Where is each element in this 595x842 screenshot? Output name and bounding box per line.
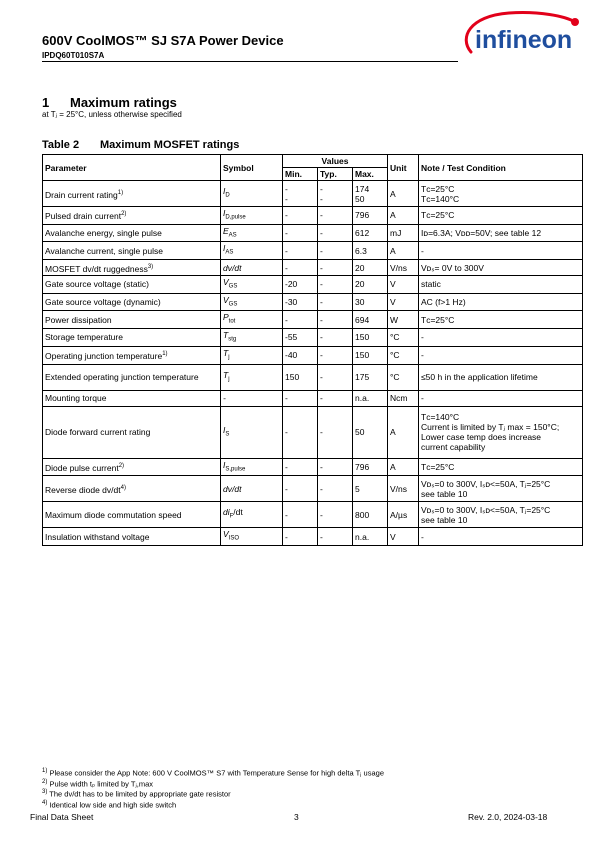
part-number: IPDQ60T010S7A bbox=[42, 51, 105, 60]
symbol-main: I bbox=[223, 186, 226, 197]
table-caption bbox=[42, 139, 239, 151]
cell-max: 796 bbox=[353, 458, 388, 476]
footer-page-number: 3 bbox=[294, 812, 299, 822]
cell-max: 796 bbox=[353, 207, 388, 225]
parameter-label: Reverse diode dv/dt bbox=[45, 484, 121, 495]
table-row bbox=[43, 260, 583, 276]
cell-parameter bbox=[43, 390, 221, 406]
header-values: Values bbox=[283, 155, 388, 168]
cell-typ: - bbox=[318, 311, 353, 329]
header-unit: Unit bbox=[388, 155, 419, 181]
symbol-subscript: S bbox=[225, 431, 230, 438]
header-typ: Typ. bbox=[318, 168, 353, 181]
symbol-main: E bbox=[223, 225, 229, 236]
parameter-label: Operating junction temperature bbox=[45, 351, 163, 362]
cell-note: - bbox=[419, 242, 583, 260]
footnote bbox=[42, 799, 384, 810]
symbol-subscript: ISO bbox=[228, 535, 240, 542]
cell-typ: - bbox=[318, 260, 353, 276]
footer-revision: Rev. 2.0, 2024-03-18 bbox=[468, 812, 548, 822]
parameter-label: Avalanche current, single pulse bbox=[45, 245, 163, 256]
footnote-marker: 3) bbox=[147, 263, 154, 270]
cell-symbol bbox=[221, 476, 283, 502]
parameter-label: MOSFET dv/dt ruggedness bbox=[45, 263, 148, 274]
header-symbol: Symbol bbox=[221, 155, 283, 181]
cell-symbol bbox=[221, 346, 283, 364]
table-row bbox=[43, 476, 583, 502]
footnote-text: Please consider the App Note: 600 V CoolMOS™ S7 with Temperature Sense for high delta Tⱼ usage bbox=[49, 768, 384, 778]
parameter-label: Pulsed drain current bbox=[45, 211, 122, 222]
cell-note: Tᴄ=140°C Current is limited by Tⱼ max = 150°C; Lower case temp does increase current capability bbox=[419, 406, 583, 458]
parameter-label: Mounting torque bbox=[45, 393, 107, 403]
cell-typ: - bbox=[318, 346, 353, 364]
cell-parameter bbox=[43, 528, 221, 546]
cell-symbol bbox=[221, 311, 283, 329]
table-row bbox=[43, 181, 583, 207]
cell-symbol bbox=[221, 293, 283, 311]
cell-max: 612 bbox=[353, 224, 388, 242]
cell-symbol bbox=[221, 276, 283, 294]
table-row bbox=[43, 502, 583, 528]
max-ratings-table bbox=[42, 154, 583, 546]
footnotes bbox=[42, 767, 384, 809]
cell-typ: - bbox=[318, 364, 353, 390]
cell-note: Vᴅₛ=0 to 300V, Iₛᴅ<=50A, Tⱼ=25°C see table 10 bbox=[419, 476, 583, 502]
cell-symbol bbox=[221, 224, 283, 242]
parameter-label: Diode forward current rating bbox=[45, 427, 151, 437]
cell-min: - bbox=[283, 224, 318, 242]
symbol-main: T bbox=[223, 330, 229, 341]
table-row bbox=[43, 329, 583, 347]
footnote-mark: 1) bbox=[42, 768, 48, 774]
cell-min: - bbox=[283, 476, 318, 502]
cell-symbol bbox=[221, 502, 283, 528]
cell-typ: - bbox=[318, 502, 353, 528]
cell-unit: V bbox=[388, 276, 419, 294]
symbol-main: V bbox=[223, 294, 229, 305]
cell-unit: A bbox=[388, 181, 419, 207]
header-max: Max. bbox=[353, 168, 388, 181]
cell-parameter bbox=[43, 311, 221, 329]
footnote-mark: 2) bbox=[42, 778, 48, 785]
cell-typ: - bbox=[318, 458, 353, 476]
cell-min: - bbox=[283, 390, 318, 406]
cell-note: AC (f>1 Hz) bbox=[419, 293, 583, 311]
cell-typ: - bbox=[318, 242, 353, 260]
cell-max: n.a. bbox=[353, 390, 388, 406]
cell-max: 174 50 bbox=[353, 181, 388, 207]
cell-symbol bbox=[221, 329, 283, 347]
cell-min: - bbox=[283, 260, 318, 276]
cell-max: 694 bbox=[353, 311, 388, 329]
cell-parameter bbox=[43, 242, 221, 260]
cell-parameter bbox=[43, 293, 221, 311]
parameter-label: Maximum diode commutation speed bbox=[45, 509, 182, 520]
parameter-label: Storage temperature bbox=[45, 332, 123, 343]
cell-typ: - bbox=[318, 476, 353, 502]
cell-max: 20 bbox=[353, 260, 388, 276]
symbol-subscript: D bbox=[225, 192, 230, 199]
table-row bbox=[43, 364, 583, 390]
header-parameter: Parameter bbox=[43, 155, 221, 181]
footnote-marker: 1) bbox=[162, 351, 168, 358]
symbol-main: - bbox=[223, 393, 226, 403]
infineon-logo bbox=[457, 8, 582, 60]
footnote-marker: 2) bbox=[121, 211, 127, 218]
cell-unit: mJ bbox=[388, 224, 419, 242]
parameter-label: Extended operating junction temperature bbox=[45, 372, 199, 382]
cell-min: - bbox=[283, 311, 318, 329]
table-row bbox=[43, 276, 583, 294]
footnote-marker: 4) bbox=[120, 484, 126, 491]
parameter-label: Insulation withstand voltage bbox=[45, 531, 150, 542]
symbol-subscript: j bbox=[228, 376, 230, 383]
cell-min: 150 bbox=[283, 364, 318, 390]
table-row bbox=[43, 242, 583, 260]
section-number: 1 bbox=[42, 95, 50, 110]
footnote-mark: 4) bbox=[42, 799, 48, 806]
cell-parameter bbox=[43, 260, 221, 276]
cell-min: -55 bbox=[283, 329, 318, 347]
symbol-subscript: tot bbox=[228, 319, 236, 326]
symbol-main: I bbox=[223, 243, 226, 254]
section-condition: at Tⱼ = 25°C, unless otherwise specified bbox=[42, 110, 182, 119]
cell-note: static bbox=[419, 276, 583, 294]
symbol-subscript: GS bbox=[228, 283, 238, 290]
cell-min: - bbox=[283, 458, 318, 476]
cell-note: Tᴄ=25°C Tᴄ=140°C bbox=[419, 181, 583, 207]
header-min: Min. bbox=[283, 168, 318, 181]
cell-symbol bbox=[221, 390, 283, 406]
table-row bbox=[43, 528, 583, 546]
parameter-label: Gate source voltage (dynamic) bbox=[45, 297, 161, 308]
cell-symbol bbox=[221, 406, 283, 458]
logo-dot bbox=[571, 18, 579, 26]
cell-parameter bbox=[43, 346, 221, 364]
table-row bbox=[43, 293, 583, 311]
table-row bbox=[43, 390, 583, 406]
table-caption-title: Maximum MOSFET ratings bbox=[100, 139, 240, 151]
cell-max: 150 bbox=[353, 346, 388, 364]
cell-max: 175 bbox=[353, 364, 388, 390]
cell-note: Vᴅₛ= 0V to 300V bbox=[419, 260, 583, 276]
symbol-suffix: /dt bbox=[233, 507, 243, 518]
document-title: 600V CoolMOS™ SJ S7A Power Device bbox=[42, 33, 284, 48]
footnote-text: The dv/dt has to be limited by appropriate gate resistor bbox=[49, 789, 231, 799]
cell-min: -30 bbox=[283, 293, 318, 311]
footnote-text: Identical low side and high side switch bbox=[49, 800, 177, 809]
symbol-subscript: AS bbox=[228, 232, 237, 239]
table-row bbox=[43, 458, 583, 476]
cell-unit: Ncm bbox=[388, 390, 419, 406]
cell-parameter bbox=[43, 502, 221, 528]
header-note: Note / Test Condition bbox=[419, 155, 583, 181]
cell-note: - bbox=[419, 346, 583, 364]
cell-min: - bbox=[283, 207, 318, 225]
cell-min: - bbox=[283, 502, 318, 528]
cell-typ: - bbox=[318, 528, 353, 546]
cell-note: Tᴄ=25°C bbox=[419, 207, 583, 225]
table-caption-number: Table 2 bbox=[42, 139, 80, 151]
section-title: Maximum ratings bbox=[70, 95, 177, 110]
cell-parameter bbox=[43, 224, 221, 242]
footnote bbox=[42, 767, 384, 778]
cell-max: 30 bbox=[353, 293, 388, 311]
cell-typ: - - bbox=[318, 181, 353, 207]
cell-unit: A/µs bbox=[388, 502, 419, 528]
cell-unit: A bbox=[388, 242, 419, 260]
symbol-main: T bbox=[223, 369, 229, 380]
parameter-label: Diode pulse current bbox=[45, 462, 119, 473]
parameter-label: Power dissipation bbox=[45, 314, 112, 325]
symbol-main: T bbox=[223, 347, 229, 358]
symbol-main: V bbox=[223, 277, 229, 288]
symbol-main: di bbox=[223, 507, 230, 518]
footnote-text: Pulse width tₚ limited by Tⱼ,max bbox=[49, 779, 154, 788]
symbol-subscript: S,pulse bbox=[225, 466, 246, 473]
cell-unit: V bbox=[388, 528, 419, 546]
table-row bbox=[43, 346, 583, 364]
symbol-main: dv/dt bbox=[223, 262, 242, 273]
cell-unit: V bbox=[388, 293, 419, 311]
cell-note: - bbox=[419, 528, 583, 546]
cell-min: - bbox=[283, 242, 318, 260]
cell-max: 50 bbox=[353, 406, 388, 458]
cell-max: 6.3 bbox=[353, 242, 388, 260]
symbol-main: P bbox=[223, 312, 229, 323]
cell-typ: - bbox=[318, 276, 353, 294]
section-heading bbox=[42, 95, 177, 110]
footer-doc-type: Final Data Sheet bbox=[30, 812, 94, 822]
cell-max: 800 bbox=[353, 502, 388, 528]
cell-unit: W bbox=[388, 311, 419, 329]
symbol-subscript: AS bbox=[225, 250, 234, 257]
cell-parameter bbox=[43, 207, 221, 225]
symbol-main: I bbox=[223, 459, 226, 470]
symbol-subscript: stg bbox=[228, 336, 237, 343]
cell-max: n.a. bbox=[353, 528, 388, 546]
cell-parameter bbox=[43, 406, 221, 458]
footnote-marker: 2) bbox=[118, 462, 125, 469]
logo-text: infineon bbox=[475, 26, 573, 54]
cell-max: 5 bbox=[353, 476, 388, 502]
cell-unit: °C bbox=[388, 329, 419, 347]
table-row bbox=[43, 224, 583, 242]
cell-min: - bbox=[283, 406, 318, 458]
cell-min: - - bbox=[283, 181, 318, 207]
cell-max: 20 bbox=[353, 276, 388, 294]
cell-unit: A bbox=[388, 406, 419, 458]
cell-symbol bbox=[221, 528, 283, 546]
cell-min: -40 bbox=[283, 346, 318, 364]
cell-symbol bbox=[221, 207, 283, 225]
parameter-label: Drain current rating bbox=[45, 189, 118, 200]
cell-unit: A bbox=[388, 207, 419, 225]
cell-typ: - bbox=[318, 390, 353, 406]
footnote bbox=[42, 778, 384, 789]
cell-parameter bbox=[43, 276, 221, 294]
footnote bbox=[42, 788, 384, 799]
cell-parameter bbox=[43, 458, 221, 476]
cell-note: Tᴄ=25°C bbox=[419, 311, 583, 329]
cell-unit: V/ns bbox=[388, 476, 419, 502]
cell-note: - bbox=[419, 329, 583, 347]
cell-typ: - bbox=[318, 406, 353, 458]
cell-note: - bbox=[419, 390, 583, 406]
cell-note: Tᴄ=25°C bbox=[419, 458, 583, 476]
cell-parameter bbox=[43, 364, 221, 390]
symbol-main: V bbox=[223, 529, 229, 540]
table-row bbox=[43, 406, 583, 458]
cell-unit: °C bbox=[388, 364, 419, 390]
cell-parameter bbox=[43, 476, 221, 502]
symbol-main: I bbox=[223, 208, 226, 218]
cell-parameter bbox=[43, 181, 221, 207]
ratings-body bbox=[43, 181, 583, 546]
cell-symbol bbox=[221, 364, 283, 390]
symbol-main: I bbox=[223, 424, 226, 435]
cell-unit: A bbox=[388, 458, 419, 476]
cell-parameter bbox=[43, 329, 221, 347]
cell-typ: - bbox=[318, 207, 353, 225]
parameter-label: Gate source voltage (static) bbox=[45, 279, 149, 290]
cell-symbol bbox=[221, 181, 283, 207]
cell-note: Vᴅₛ=0 to 300V, Iₛᴅ<=50A, Tⱼ=25°C see table 10 bbox=[419, 502, 583, 528]
header-divider bbox=[42, 61, 458, 62]
table-row bbox=[43, 207, 583, 225]
symbol-subscript: GS bbox=[228, 301, 238, 308]
cell-unit: °C bbox=[388, 346, 419, 364]
cell-min: - bbox=[283, 528, 318, 546]
cell-note: ≤50 h in the application lifetime bbox=[419, 364, 583, 390]
footnote-mark: 3) bbox=[42, 789, 48, 795]
symbol-subscript: F bbox=[229, 514, 234, 521]
cell-max: 150 bbox=[353, 329, 388, 347]
cell-symbol bbox=[221, 458, 283, 476]
parameter-label: Avalanche energy, single pulse bbox=[45, 228, 162, 239]
cell-symbol bbox=[221, 242, 283, 260]
symbol-subscript: D,pulse bbox=[225, 214, 246, 221]
symbol-main: dv/dt bbox=[223, 483, 242, 494]
footnote-marker: 1) bbox=[117, 189, 124, 196]
cell-unit: V/ns bbox=[388, 260, 419, 276]
cell-min: -20 bbox=[283, 276, 318, 294]
table-row bbox=[43, 311, 583, 329]
cell-typ: - bbox=[318, 224, 353, 242]
cell-typ: - bbox=[318, 329, 353, 347]
symbol-subscript: j bbox=[228, 354, 230, 361]
cell-note: Iᴅ=6.3A; Vᴅᴅ=50V; see table 12 bbox=[419, 224, 583, 242]
cell-typ: - bbox=[318, 293, 353, 311]
cell-symbol bbox=[221, 260, 283, 276]
